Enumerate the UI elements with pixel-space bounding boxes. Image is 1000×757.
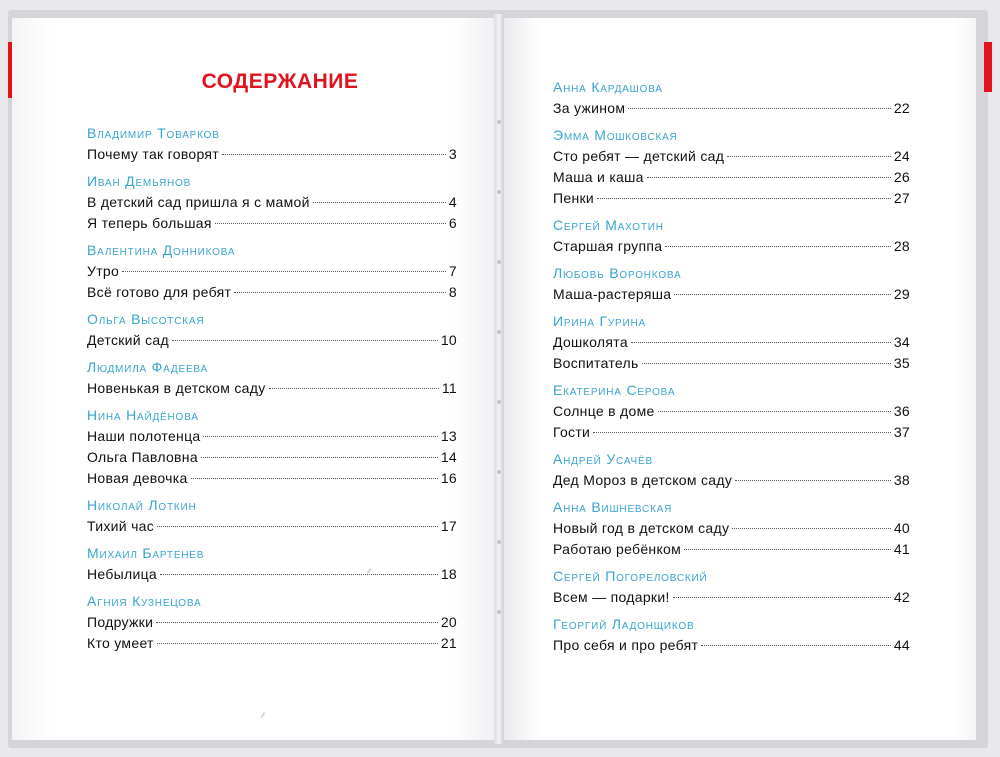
- page-number: 4: [448, 194, 457, 210]
- page-title: СОДЕРЖАНИЕ: [201, 70, 359, 93]
- entry-title: Маша и каша: [553, 169, 644, 185]
- toc-entry: [87, 213, 457, 234]
- page-number: 36: [893, 403, 910, 419]
- page-number: 20: [440, 614, 457, 630]
- page-number: 6: [448, 215, 457, 231]
- toc-entry: [553, 401, 910, 422]
- author-name: Анна Вишневская: [553, 499, 673, 515]
- toc-entry: [553, 98, 910, 119]
- binding-dot: [497, 330, 501, 334]
- author-name: Иван Демьянов: [87, 173, 192, 189]
- toc-entry: [87, 633, 457, 654]
- dot-leader: [631, 342, 891, 343]
- toc-entry: [87, 330, 457, 351]
- page-number: 28: [893, 238, 910, 254]
- page-number: 18: [440, 566, 457, 582]
- entry-title: Гости: [553, 424, 591, 440]
- dot-leader: [156, 622, 438, 623]
- entry-title: Детский сад: [87, 332, 169, 348]
- page-number: 13: [440, 428, 457, 444]
- page-number: 21: [440, 635, 457, 651]
- author-name: Сергей Махотин: [553, 217, 664, 233]
- dot-leader: [160, 574, 438, 575]
- author-name: Анна Кардашова: [553, 79, 663, 95]
- dot-leader: [701, 645, 891, 646]
- entry-title: Ольга Павловна: [87, 449, 198, 465]
- entry-title: Небылица: [87, 566, 158, 582]
- toc-entry: [553, 470, 910, 491]
- toc-group: [553, 565, 910, 608]
- dot-leader: [674, 294, 890, 295]
- author-name: Любовь Воронкова: [553, 265, 682, 281]
- dot-leader: [732, 528, 891, 529]
- author-name: Агния Кузнецова: [87, 593, 202, 609]
- dot-leader: [234, 292, 446, 293]
- entry-title: Утро: [87, 263, 120, 279]
- toc-group: [553, 310, 910, 374]
- binding-dot: [497, 260, 501, 264]
- dot-leader: [172, 340, 438, 341]
- toc-entry: [87, 144, 457, 165]
- toc-entry: [553, 188, 910, 209]
- page-number: 34: [893, 334, 910, 350]
- toc-entry: [87, 282, 457, 303]
- toc-group: [553, 448, 910, 491]
- dot-leader: [642, 363, 891, 364]
- toc-group: [87, 494, 457, 537]
- author-name: Николай Лоткин: [87, 497, 197, 513]
- toc-entry: [553, 635, 910, 656]
- binding-dot: [497, 400, 501, 404]
- dot-leader: [658, 411, 891, 412]
- page-number: 44: [893, 637, 910, 653]
- entry-title: Всем — подарки!: [553, 589, 670, 605]
- entry-title: Воспитатель: [553, 355, 639, 371]
- entry-title: В детский сад пришла я с мамой: [87, 194, 310, 210]
- toc-column-right: [553, 74, 910, 661]
- dot-leader: [269, 388, 439, 389]
- toc-group: [553, 76, 910, 119]
- toc-group: [87, 239, 457, 303]
- author-name: Эмма Мошковская: [553, 127, 678, 143]
- entry-title: Новый год в детском саду: [553, 520, 730, 536]
- page-number: 27: [893, 190, 910, 206]
- entry-title: Почему так говорят: [87, 146, 220, 162]
- toc-group: [87, 542, 457, 585]
- entry-title: Про себя и про ребят: [553, 637, 699, 653]
- entry-title: Пенки: [553, 190, 595, 206]
- dot-leader: [665, 246, 891, 247]
- dot-leader: [122, 271, 446, 272]
- toc-group: [87, 170, 457, 234]
- toc-group: [87, 590, 457, 654]
- entry-title: Новенькая в детском саду: [87, 380, 266, 396]
- binding-dot: [497, 610, 501, 614]
- page-number: 7: [448, 263, 457, 279]
- entry-title: Маша-растеряша: [553, 286, 672, 302]
- binding-dot: [497, 120, 501, 124]
- page-number: 42: [893, 589, 910, 605]
- toc-entry: [553, 587, 910, 608]
- toc-entry: [553, 146, 910, 167]
- toc-entry: [87, 378, 457, 399]
- dot-leader: [597, 198, 891, 199]
- toc-entry: [87, 426, 457, 447]
- page-number: 29: [893, 286, 910, 302]
- toc-group: [87, 356, 457, 399]
- entry-title: Тихий час: [87, 518, 155, 534]
- dot-leader: [593, 432, 891, 433]
- toc-entry: [87, 564, 457, 585]
- dot-leader: [215, 223, 446, 224]
- entry-title: Старшая группа: [553, 238, 663, 254]
- entry-title: Дошколята: [553, 334, 628, 350]
- toc-entry: [553, 167, 910, 188]
- entry-title: Подружки: [87, 614, 154, 630]
- page-number: 10: [440, 332, 457, 348]
- dot-leader: [647, 177, 891, 178]
- toc-entry: [553, 539, 910, 560]
- page-number: 37: [893, 424, 910, 440]
- author-name: Георгий Ладонщиков: [553, 616, 695, 632]
- red-edge-tab-right: [984, 42, 992, 92]
- toc-entry: [553, 332, 910, 353]
- toc-entry: [553, 518, 910, 539]
- dot-leader: [157, 643, 438, 644]
- toc-entry: [87, 447, 457, 468]
- toc-group: [553, 496, 910, 560]
- entry-title: Работаю ребёнком: [553, 541, 682, 557]
- dot-leader: [313, 202, 446, 203]
- page-number: 26: [893, 169, 910, 185]
- author-name: Владимир Товарков: [87, 125, 220, 141]
- entry-title: Наши полотенца: [87, 428, 201, 444]
- binding-dot: [497, 470, 501, 474]
- toc-entry: [87, 192, 457, 213]
- toc-group: [553, 214, 910, 257]
- page-number: 41: [893, 541, 910, 557]
- author-name: Людмила Фадеева: [87, 359, 209, 375]
- dot-leader: [203, 436, 437, 437]
- toc-entry: [87, 468, 457, 489]
- page-number: 38: [893, 472, 910, 488]
- page-number: 3: [448, 146, 457, 162]
- entry-title: Всё готово для ребят: [87, 284, 232, 300]
- binding-dot: [497, 540, 501, 544]
- toc-group: [87, 122, 457, 165]
- author-name: Сергей Погореловский: [553, 568, 708, 584]
- toc-group: [87, 404, 457, 489]
- toc-group: [553, 124, 910, 209]
- toc-entry: [87, 612, 457, 633]
- dot-leader: [191, 478, 438, 479]
- toc-entry: [553, 236, 910, 257]
- dot-leader: [673, 597, 891, 598]
- author-name: Ирина Гурина: [553, 313, 646, 329]
- toc-group: [553, 262, 910, 305]
- author-name: Андрей Усачёв: [553, 451, 653, 467]
- author-name: Екатерина Серова: [553, 382, 676, 398]
- page-number: 22: [893, 100, 910, 116]
- dot-leader: [727, 156, 891, 157]
- page-number: 16: [440, 470, 457, 486]
- toc-group: [553, 379, 910, 443]
- author-name: Ольга Высотская: [87, 311, 205, 327]
- entry-title: Новая девочка: [87, 470, 188, 486]
- author-name: Нина Найдёнова: [87, 407, 199, 423]
- dot-leader: [628, 108, 890, 109]
- entry-title: За ужином: [553, 100, 626, 116]
- toc-entry: [553, 284, 910, 305]
- toc-entry: [553, 353, 910, 374]
- toc-entry: [553, 422, 910, 443]
- dot-leader: [157, 526, 438, 527]
- dot-leader: [684, 549, 891, 550]
- toc-column-left: [87, 120, 457, 659]
- entry-title: Солнце в доме: [553, 403, 655, 419]
- page-number: 17: [440, 518, 457, 534]
- toc-entry: [87, 516, 457, 537]
- page-number: 8: [448, 284, 457, 300]
- dot-leader: [735, 480, 891, 481]
- toc-entry: [87, 261, 457, 282]
- page-number: 14: [440, 449, 457, 465]
- entry-title: Сто ребят — детский сад: [553, 148, 725, 164]
- page-number: 35: [893, 355, 910, 371]
- page-number: 24: [893, 148, 910, 164]
- page-number: 40: [893, 520, 910, 536]
- entry-title: Дед Мороз в детском саду: [553, 472, 733, 488]
- author-name: Михаил Бартенев: [87, 545, 205, 561]
- binding-dot: [497, 190, 501, 194]
- entry-title: Кто умеет: [87, 635, 154, 651]
- entry-title: Я теперь большая: [87, 215, 212, 231]
- author-name: Валентина Донникова: [87, 242, 236, 258]
- dot-leader: [222, 154, 446, 155]
- page-number: 11: [441, 380, 457, 396]
- toc-group: [553, 613, 910, 656]
- toc-group: [87, 308, 457, 351]
- dot-leader: [201, 457, 438, 458]
